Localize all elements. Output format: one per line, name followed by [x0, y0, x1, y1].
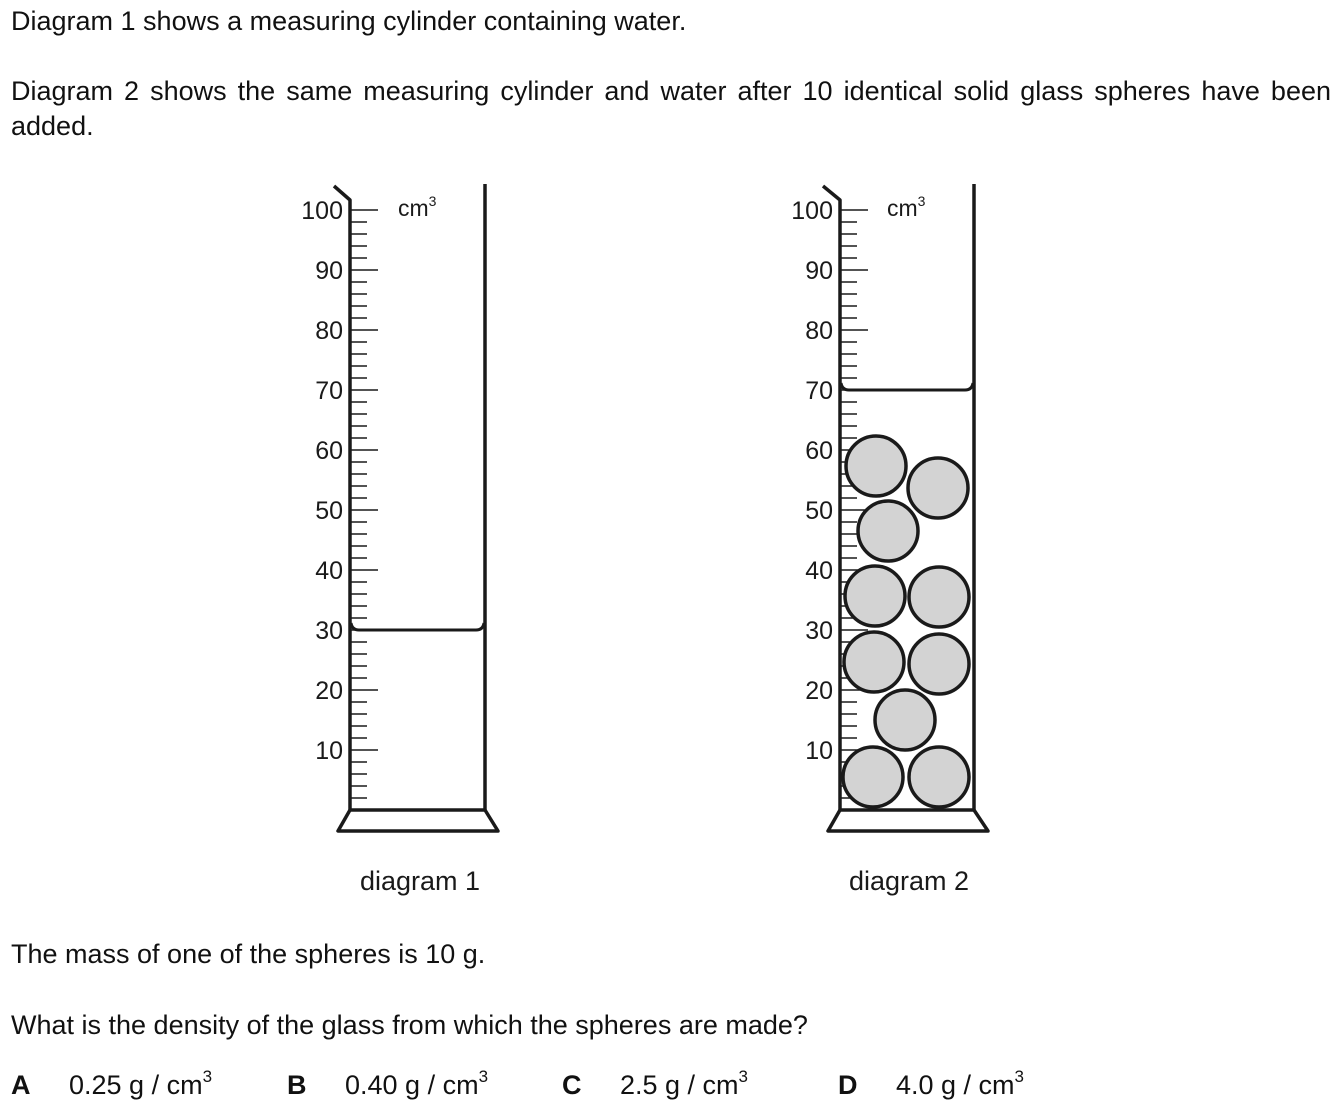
scale-label: 20	[805, 677, 833, 705]
option-c[interactable]	[562, 1067, 749, 1101]
glass-sphere	[858, 501, 918, 561]
glass-sphere	[844, 632, 904, 692]
scale-label: 80	[805, 317, 833, 345]
glass-sphere	[845, 566, 905, 626]
scale-label: 70	[805, 377, 833, 405]
glass-sphere	[846, 436, 906, 496]
option-c-exponent: 3	[738, 1067, 749, 1086]
scale-label: 90	[805, 257, 833, 285]
option-a-exponent: 3	[202, 1067, 213, 1086]
scale-label: 40	[805, 557, 833, 585]
option-b-value: 0.40 g / cm	[345, 1070, 479, 1100]
scale-label: 90	[315, 257, 343, 285]
option-d-exponent: 3	[1014, 1067, 1025, 1086]
cylinder-1-base	[338, 810, 498, 831]
cylinder-1-outline	[334, 184, 485, 810]
scale-label: 30	[805, 617, 833, 645]
cylinder-2-water-meniscus	[841, 383, 973, 390]
scale-label: 80	[315, 317, 343, 345]
density-question: What is the density of the glass from which the spheres are made?	[11, 1010, 808, 1040]
option-a[interactable]	[11, 1067, 213, 1101]
cylinder-1-caption: diagram 1	[359, 866, 481, 896]
sphere-mass-statement: The mass of one of the spheres is 10 g.	[11, 939, 486, 969]
cylinder-1-unit-label: $cm^3$	[398, 193, 437, 221]
option-b-exponent: 3	[478, 1067, 489, 1086]
glass-sphere	[909, 747, 969, 807]
scale-label: 50	[315, 497, 343, 525]
cylinder-2-scale-labels	[791, 197, 833, 765]
glass-sphere	[875, 690, 935, 750]
cylinder-2-base	[828, 810, 988, 831]
option-b[interactable]	[287, 1067, 489, 1101]
glass-sphere	[909, 567, 969, 627]
scale-label: 100	[791, 197, 833, 225]
cylinder-1-major-ticks	[350, 210, 378, 750]
glass-sphere	[843, 747, 903, 807]
scale-label: 20	[315, 677, 343, 705]
scale-label: 60	[315, 437, 343, 465]
cylinder-1-water-meniscus	[351, 623, 484, 630]
scale-label: 30	[315, 617, 343, 645]
scale-label: 50	[805, 497, 833, 525]
option-d-letter: D	[838, 1070, 858, 1100]
cylinder-1-scale-labels	[301, 197, 343, 765]
glass-sphere	[908, 458, 968, 518]
scale-label: 100	[301, 197, 343, 225]
option-c-value: 2.5 g / cm	[620, 1070, 739, 1100]
scale-label: 70	[315, 377, 343, 405]
option-c-letter: C	[562, 1070, 582, 1100]
answer-options	[0, 1067, 1342, 1110]
cylinder-1	[301, 184, 498, 896]
scale-label: 10	[315, 737, 343, 765]
option-d[interactable]	[838, 1067, 1025, 1101]
cylinder-2-caption: diagram 2	[848, 866, 970, 896]
intro-line-1: Diagram 1 shows a measuring cylinder containing water.	[11, 6, 687, 36]
cylinder-2	[791, 184, 988, 896]
glass-spheres	[843, 436, 969, 807]
option-a-value: 0.25 g / cm	[69, 1070, 203, 1100]
scale-label: 10	[805, 737, 833, 765]
scale-label: 60	[805, 437, 833, 465]
option-d-value: 4.0 g / cm	[896, 1070, 1015, 1100]
cylinder-2-unit-label: $cm^3$	[887, 193, 926, 221]
option-b-letter: B	[287, 1070, 307, 1100]
intro-line-2: Diagram 2 shows the same measuring cylinder and water after 10 identical solid glass spheres have been added.	[11, 76, 1331, 141]
scale-label: 40	[315, 557, 343, 585]
glass-sphere	[909, 634, 969, 694]
option-a-letter: A	[11, 1070, 31, 1100]
